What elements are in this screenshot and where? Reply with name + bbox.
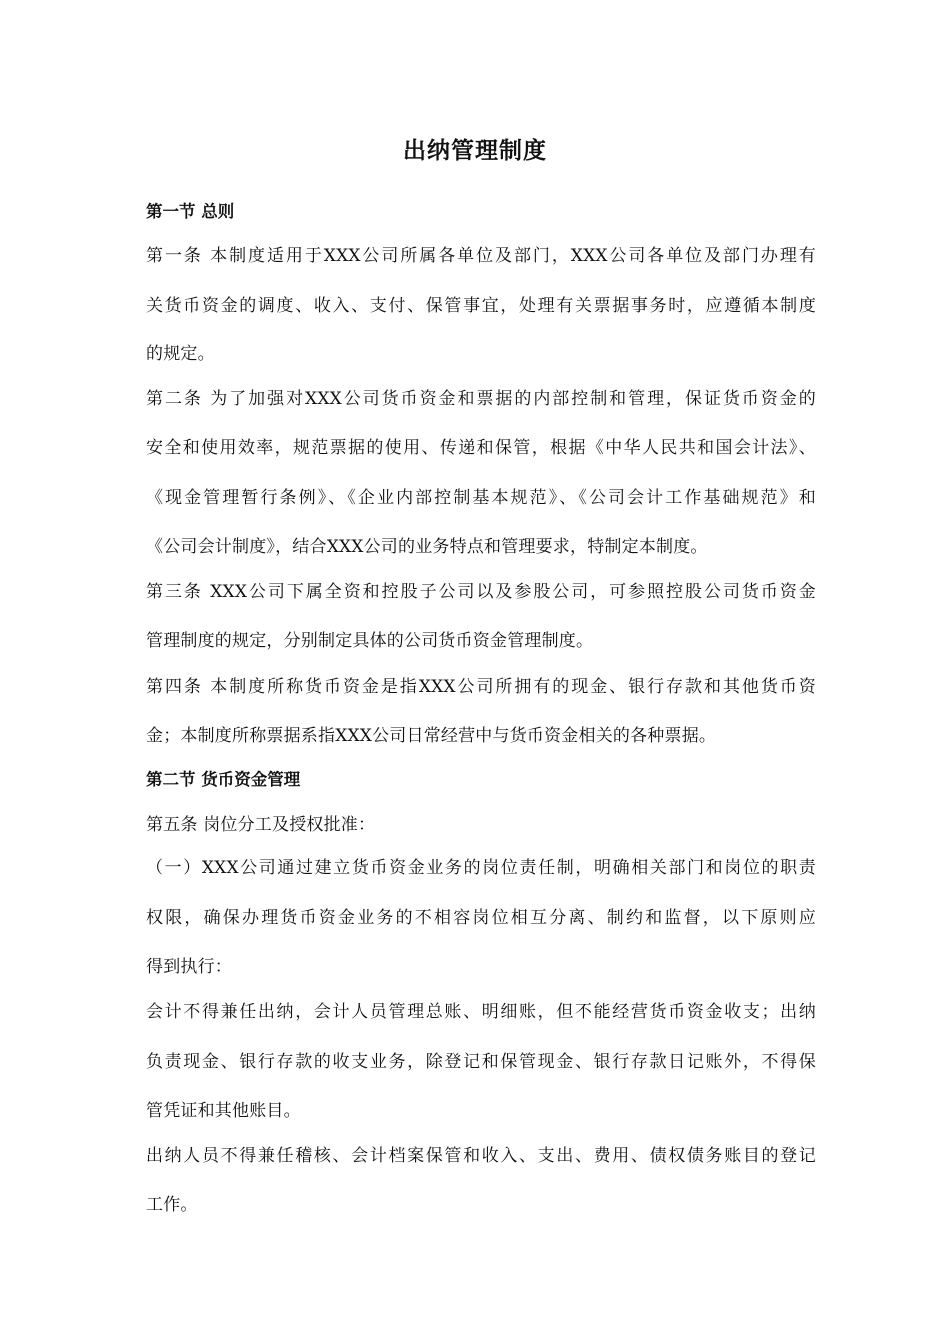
paragraph-line: 《现金管理暂行条例》、《企业内部控制基本规范》、《公司会计工作基础规范》和: [146, 488, 816, 508]
paragraph-line: 出纳人员不得兼任稽核、会计档案保管和收入、支出、费用、债权债务账目的登记: [146, 1146, 816, 1166]
paragraph-line: 工作。: [146, 1195, 198, 1215]
paragraph-line: 负责现金、银行存款的收支业务，除登记和保管现金、银行存款日记账外，不得保: [146, 1052, 816, 1072]
paragraph-line: 第一条 本制度适用于XXX公司所属各单位及部门，XXX公司各单位及部门办理有: [146, 246, 816, 266]
paragraph-line: 第五条 岗位分工及授权批准：: [146, 815, 376, 835]
paragraph-line: 会计不得兼任出纳，会计人员管理总账、明细账，但不能经营货币资金收支；出纳: [146, 1002, 816, 1022]
paragraph-line: 管理制度的规定，分别制定具体的公司货币资金管理制度。: [146, 631, 594, 651]
paragraph-line: 的规定。: [146, 344, 215, 364]
paragraph-line: 第二条 为了加强对XXX公司货币资金和票据的内部控制和管理，保证货币资金的: [146, 389, 816, 409]
paragraph-line: 金；本制度所称票据系指XXX公司日常经营中与货币资金相关的各种票据。: [146, 726, 717, 746]
section-heading-general: 第一节 总则: [146, 202, 235, 221]
paragraph-line: 得到执行：: [146, 957, 232, 977]
paragraph-line: 管凭证和其他账目。: [146, 1101, 301, 1121]
paragraph-line: 安全和使用效率，规范票据的使用、传递和保管，根据《中华人民共和国会计法》、: [146, 438, 816, 458]
section-heading-cash-management: 第二节 货币资金管理: [146, 770, 301, 789]
paragraph-line: 《公司会计制度》，结合XXX公司的业务特点和管理要求，特制定本制度。: [146, 537, 708, 557]
document-title: 出纳管理制度: [403, 138, 547, 164]
paragraph-line: （一）XXX公司通过建立货币资金业务的岗位责任制，明确相关部门和岗位的职责: [146, 858, 816, 878]
paragraph-line: 第三条 XXX公司下属全资和控股子公司以及参股公司，可参照控股公司货币资金: [146, 582, 816, 602]
paragraph-line: 第四条 本制度所称货币资金是指XXX公司所拥有的现金、银行存款和其他货币资: [146, 677, 816, 697]
paragraph-line: 权限，确保办理货币资金业务的不相容岗位相互分离、制约和监督，以下原则应: [146, 908, 816, 928]
paragraph-line: 关货币资金的调度、收入、支付、保管事宜，处理有关票据事务时，应遵循本制度: [146, 296, 816, 316]
